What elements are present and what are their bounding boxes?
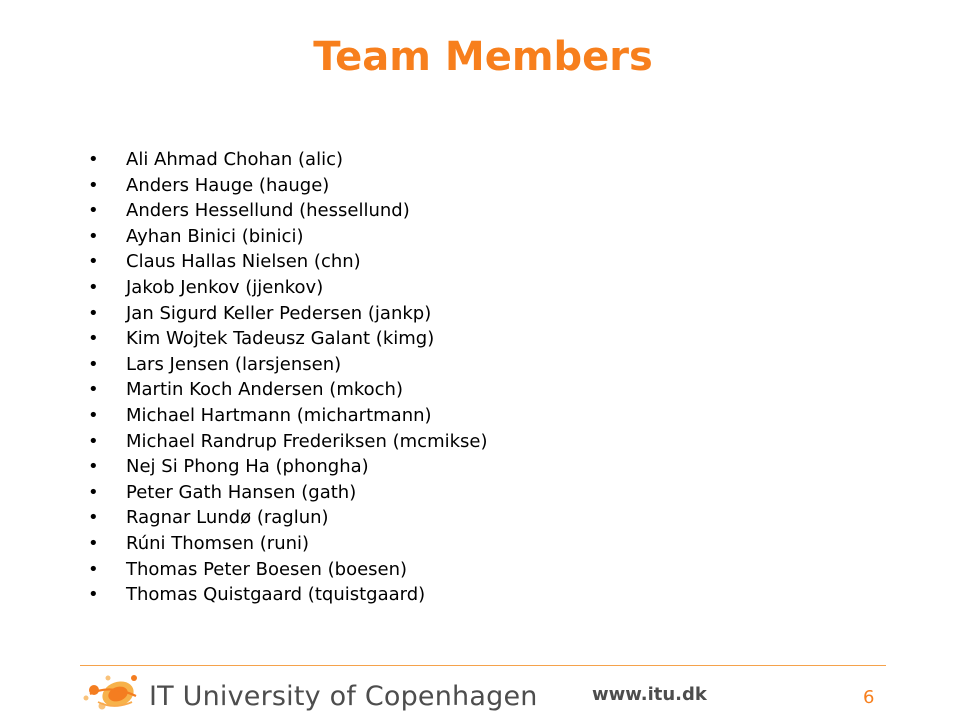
bullet: • <box>88 532 99 554</box>
itu-logo-icon <box>80 670 142 716</box>
bullet: • <box>88 149 99 170</box>
bullet: • <box>88 251 99 273</box>
member-name: Martin Koch Andersen (mkoch) <box>126 379 403 401</box>
member-name: Nej Si Phong Ha (phongha) <box>126 456 369 478</box>
member-name: Rúni Thomsen (runi) <box>126 532 310 554</box>
member-name: Thomas Quistgaard (tquistgaard) <box>126 584 426 606</box>
bullet: • <box>88 302 99 324</box>
list-item <box>88 326 488 352</box>
bullet: • <box>88 430 99 452</box>
member-name: Anders Hessellund (hessellund) <box>126 200 410 222</box>
list-item <box>88 531 488 557</box>
list-item <box>88 480 488 506</box>
member-name: Ayhan Binici (binici) <box>126 225 304 247</box>
university-name: IT University of Copenhagen <box>149 681 538 712</box>
list-item <box>88 505 488 531</box>
page-number: 6 <box>863 687 875 708</box>
bullet: • <box>88 225 99 247</box>
member-name: Claus Hallas Nielsen (chn) <box>126 251 361 273</box>
list-item <box>88 377 488 403</box>
member-name: Kim Wojtek Tadeusz Galant (kimg) <box>126 328 435 350</box>
member-name: Jakob Jenkov (jjenkov) <box>126 276 324 298</box>
list-item <box>88 198 488 224</box>
list-item <box>88 454 488 480</box>
slide-title: Team Members <box>313 34 653 80</box>
website-url: www.itu.dk <box>592 684 707 705</box>
list-item <box>88 249 488 275</box>
list-item <box>88 173 488 199</box>
list-item <box>88 352 488 378</box>
member-name: Thomas Peter Boesen (boesen) <box>126 558 408 580</box>
bullet: • <box>88 481 99 503</box>
list-item <box>88 403 488 429</box>
member-name: Jan Sigurd Keller Pedersen (jankp) <box>126 302 432 324</box>
team-member-list <box>88 147 488 608</box>
bullet: • <box>88 558 99 580</box>
bullet: • <box>88 276 99 298</box>
member-name: Michael Randrup Frederiksen (mcmikse) <box>126 430 488 452</box>
bullet: • <box>88 379 99 401</box>
member-name: Peter Gath Hansen (gath) <box>126 481 357 503</box>
member-name: Michael Hartmann (michartmann) <box>126 404 432 426</box>
bullet: • <box>88 584 99 606</box>
member-name: Ali Ahmad Chohan (alic) <box>126 149 344 170</box>
list-item <box>88 582 488 608</box>
member-name: Lars Jensen (larsjensen) <box>126 353 342 375</box>
bullet: • <box>88 404 99 426</box>
list-item <box>88 275 488 301</box>
bullet: • <box>88 328 99 350</box>
bullet: • <box>88 200 99 222</box>
list-item <box>88 301 488 327</box>
bullet: • <box>88 507 99 529</box>
bullet: • <box>88 174 99 196</box>
bullet: • <box>88 456 99 478</box>
member-name: Anders Hauge (hauge) <box>126 174 330 196</box>
list-item <box>88 557 488 583</box>
footer-divider <box>80 665 886 666</box>
bullet: • <box>88 353 99 375</box>
list-item <box>88 147 488 173</box>
member-name: Ragnar Lundø (raglun) <box>126 507 329 529</box>
list-item <box>88 429 488 455</box>
list-item <box>88 224 488 250</box>
